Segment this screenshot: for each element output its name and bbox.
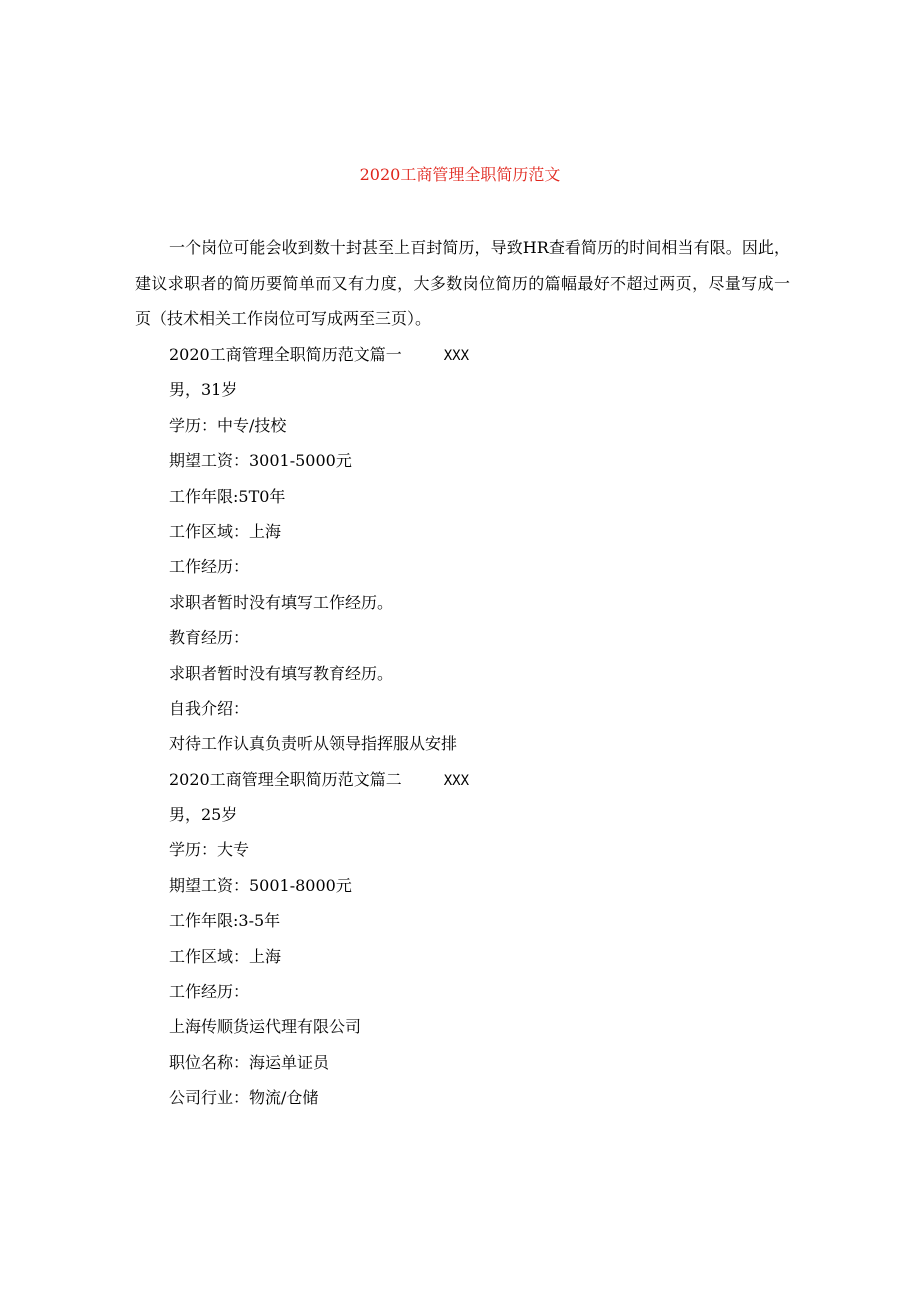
resume2-work-label: 工作经历：: [169, 982, 250, 1002]
resume2-education: 学历：大专: [169, 840, 250, 860]
resume1-heading: 2020工商管理全职简历范文篇一: [169, 345, 402, 364]
resume1-intro-value: 对待工作认真负责听从领导指挥服从安排: [169, 734, 458, 754]
resume1-work-value: 求职者暂时没有填写工作经历。: [169, 592, 394, 612]
resume1-years: 工作年限:5T0年: [169, 486, 286, 506]
document-title: 2020工商管理全职简历范文: [359, 165, 561, 184]
resume1-intro-label: 自我介绍：: [169, 698, 250, 718]
resume2-industry: 公司行业：物流/仓储: [169, 1088, 319, 1108]
resume1-area: 工作区域：上海: [169, 521, 282, 541]
resume1-edu-label: 教育经历：: [169, 628, 250, 648]
resume2-position: 职位名称：海运单证员: [169, 1052, 330, 1072]
resume1-salary: 期望工资：3001-5000元: [169, 451, 352, 471]
resume-list: [169, 337, 789, 1116]
resume1-work-label: 工作经历：: [169, 557, 250, 577]
resume2-company: 上海传顺货运代理有限公司: [169, 1017, 362, 1037]
resume1-gender-age: 男，31岁: [169, 380, 238, 400]
resume2-salary: 期望工资：5001-8000元: [169, 875, 352, 895]
resume1-edu-value: 求职者暂时没有填写教育经历。: [169, 663, 394, 683]
resume2-years: 工作年限:3-5年: [169, 911, 281, 931]
resume1-education: 学历：中专/技校: [169, 415, 287, 435]
resume2-heading-line: [169, 762, 789, 797]
resume2-gender-age: 男，25岁: [169, 805, 238, 825]
resume1-name: XXX: [443, 348, 470, 364]
resume2-heading: 2020工商管理全职简历范文篇二: [169, 769, 402, 789]
intro-paragraph: [135, 230, 790, 337]
resume1-heading-line: [169, 337, 789, 372]
resume2-name: XXX: [443, 772, 470, 789]
intro-text: 一个岗位可能会收到数十封甚至上百封简历，导致HR查看简历的时间相当有限。因此，建议求职者的简历要简单而又有力度，大多数岗位简历的篇幅最好不超过两页，尽量写成一页（技术相关工作岗位可写成两至三页）。: [135, 238, 790, 328]
resume2-area: 工作区域：上海: [169, 946, 282, 966]
